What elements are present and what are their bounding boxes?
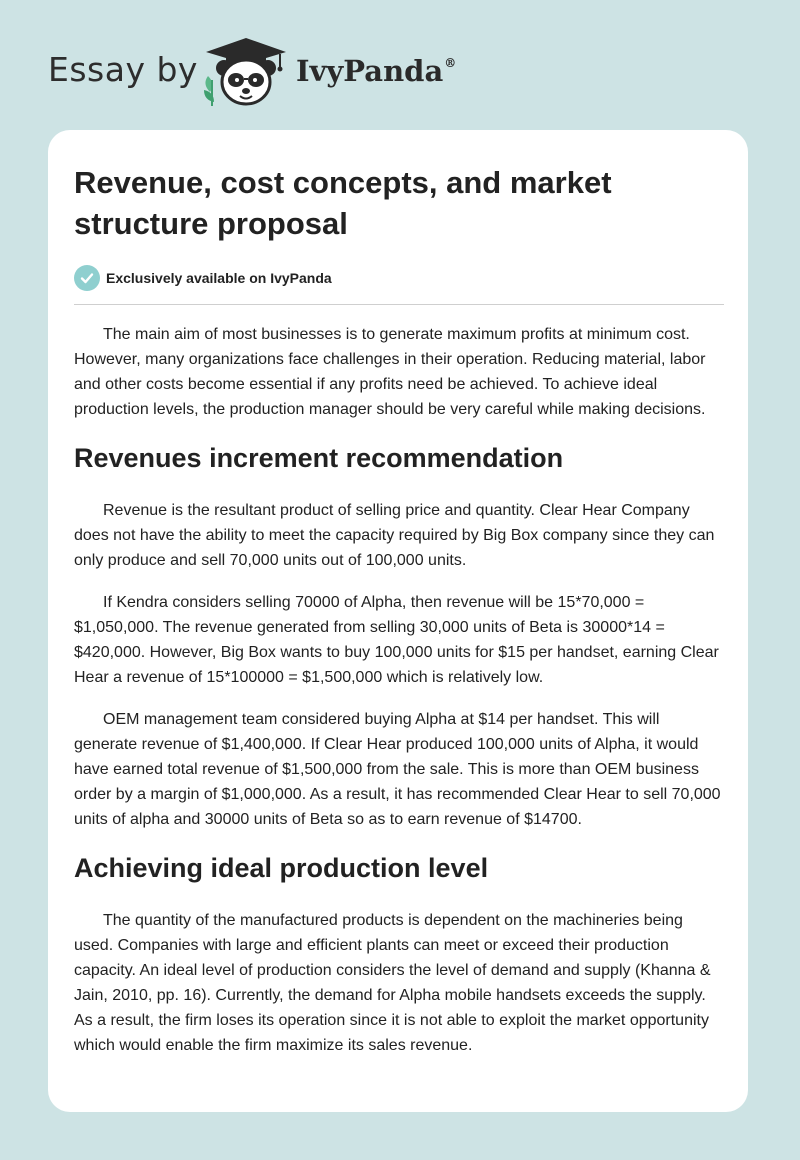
panda-logo-icon[interactable] <box>200 36 292 108</box>
essay-content <box>74 162 724 1058</box>
exclusive-label: Exclusively available on IvyPanda <box>106 270 332 286</box>
section-heading-revenues: Revenues increment recommendation <box>74 443 564 473</box>
page-title: Revenue, cost concepts, and market structure proposal <box>74 165 612 241</box>
paragraph: If Kendra considers selling 70000 of Alpha, then revenue will be 15*70,000 = $1,050,000. The revenue generated from selling 30,000 units of Beta is 30000*14 = $420,000. However, Big Box wants to buy 100,000 units for $15 per handset, earning Clear Hear a revenue of 15*100000 = $1,500,000 which is relatively low. <box>74 594 719 686</box>
registered-mark: ® <box>444 56 457 70</box>
paragraph: OEM management team considered buying Alpha at $14 per handset. This will generate revenue of $1,400,000. If Clear Hear produced 100,000 units of Alpha, it would have earned total revenue of $1,500,000 from the sale. This is more than OEM business order by a margin of $1,000,000. As a result, it has recommended Clear Hear to sell 70,000 units of alpha and 30000 units of Beta so as to earn revenue of $14700. <box>74 711 721 828</box>
paragraph: The quantity of the manufactured products is dependent on the machineries being used. Companies with large and efficient plants can meet or exceed their production capacity. An ideal level of production considers the level of demand and supply (Khanna & Jain, 2010, pp. 16). Currently, the demand for Alpha mobile handsets exceeds the supply. As a result, the firm loses its operation since it is not able to exploit the market opportunity which would enable the firm maximize its sales revenue. <box>74 912 711 1054</box>
section-heading-production: Achieving ideal production level <box>74 853 489 883</box>
divider <box>74 304 724 305</box>
essay-by-label: Essay by <box>48 50 198 89</box>
essay-card <box>48 130 748 1112</box>
check-icon <box>74 265 100 291</box>
brand-name[interactable] <box>296 54 456 88</box>
site-header <box>0 0 800 130</box>
intro-paragraph: The main aim of most businesses is to generate maximum profits at minimum cost. However, many organizations face challenges in their operation. Reducing material, labor and other costs become essential if any profits need be achieved. To achieve ideal production levels, the production manager should be very careful while making decisions. <box>74 326 706 418</box>
brand-text: IvyPanda <box>296 54 444 88</box>
paragraph: Revenue is the resultant product of selling price and quantity. Clear Hear Company does not have the ability to meet the capacity required by Big Box company since they can only produce and sell 70,000 units out of 100,000 units. <box>74 502 715 569</box>
exclusive-badge <box>74 264 724 292</box>
